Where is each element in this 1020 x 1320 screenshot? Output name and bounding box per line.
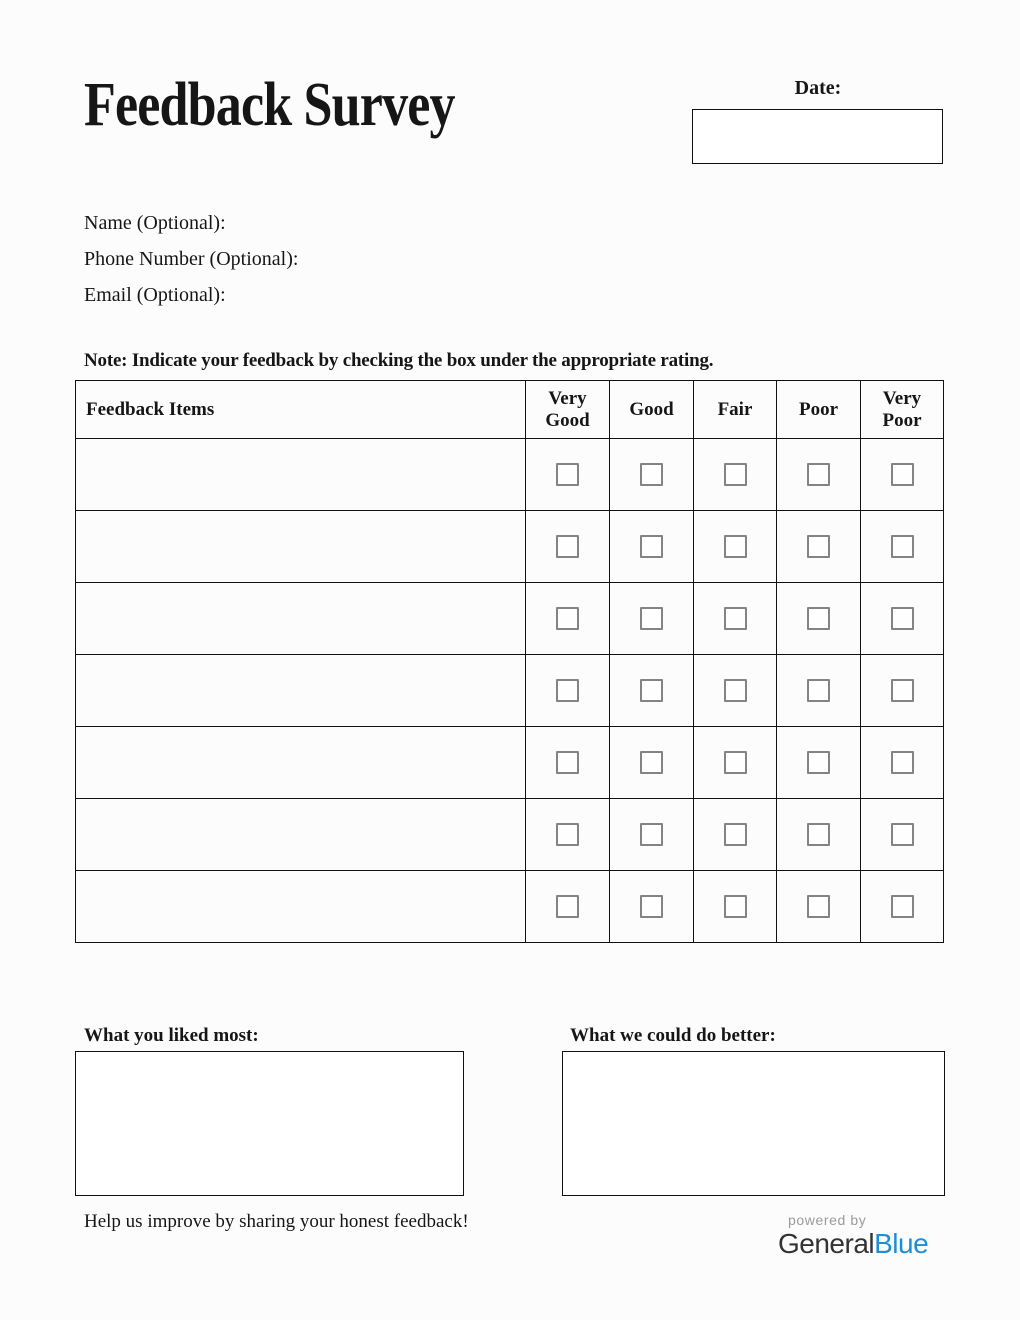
header-good: Good xyxy=(610,381,694,439)
rating-checkbox[interactable] xyxy=(891,823,914,846)
name-field[interactable]: Name (Optional): xyxy=(84,212,226,234)
table-row xyxy=(76,511,944,583)
feedback-item-cell[interactable] xyxy=(76,583,526,655)
table-row xyxy=(76,727,944,799)
header-feedback-items: Feedback Items xyxy=(76,381,526,439)
rating-cell xyxy=(526,871,610,943)
rating-cell xyxy=(861,655,944,727)
rating-cell xyxy=(694,655,777,727)
rating-cell xyxy=(777,727,861,799)
powered-by-text: powered by xyxy=(788,1212,867,1228)
rating-checkbox[interactable] xyxy=(891,751,914,774)
feedback-item-cell[interactable] xyxy=(76,511,526,583)
rating-checkbox[interactable] xyxy=(807,823,830,846)
rating-cell xyxy=(694,439,777,511)
rating-cell xyxy=(610,871,694,943)
rating-cell xyxy=(777,583,861,655)
rating-checkbox[interactable] xyxy=(724,751,747,774)
date-input-box[interactable] xyxy=(692,109,943,164)
brand-blue-text: Blue xyxy=(874,1228,929,1259)
rating-checkbox[interactable] xyxy=(807,895,830,918)
rating-checkbox[interactable] xyxy=(891,535,914,558)
rating-cell xyxy=(694,799,777,871)
instruction-note: Note: Indicate your feedback by checking the box under the appropriate rating. xyxy=(84,350,714,371)
rating-checkbox[interactable] xyxy=(556,823,579,846)
rating-checkbox[interactable] xyxy=(807,535,830,558)
rating-cell xyxy=(610,511,694,583)
do-better-textarea[interactable] xyxy=(562,1051,945,1196)
rating-checkbox[interactable] xyxy=(807,607,830,630)
rating-cell xyxy=(526,799,610,871)
rating-checkbox[interactable] xyxy=(891,463,914,486)
email-field[interactable]: Email (Optional): xyxy=(84,284,226,306)
rating-cell xyxy=(526,727,610,799)
rating-cell xyxy=(526,583,610,655)
rating-cell xyxy=(861,439,944,511)
rating-checkbox[interactable] xyxy=(724,607,747,630)
rating-cell xyxy=(694,583,777,655)
rating-checkbox[interactable] xyxy=(556,535,579,558)
generalblue-logo xyxy=(778,1230,940,1258)
table-row xyxy=(76,655,944,727)
rating-cell xyxy=(610,439,694,511)
rating-cell xyxy=(610,583,694,655)
rating-checkbox[interactable] xyxy=(891,895,914,918)
rating-cell xyxy=(777,871,861,943)
rating-cell xyxy=(610,799,694,871)
rating-cell xyxy=(610,655,694,727)
table-row xyxy=(76,583,944,655)
rating-cell xyxy=(861,511,944,583)
rating-cell xyxy=(861,583,944,655)
rating-cell xyxy=(694,871,777,943)
do-better-label: What we could do better: xyxy=(570,1025,776,1046)
rating-checkbox[interactable] xyxy=(724,535,747,558)
rating-checkbox[interactable] xyxy=(640,895,663,918)
phone-field[interactable]: Phone Number (Optional): xyxy=(84,248,299,270)
rating-cell xyxy=(777,799,861,871)
rating-cell xyxy=(777,655,861,727)
rating-checkbox[interactable] xyxy=(556,679,579,702)
rating-checkbox[interactable] xyxy=(724,679,747,702)
rating-checkbox[interactable] xyxy=(724,823,747,846)
rating-checkbox[interactable] xyxy=(891,679,914,702)
rating-cell xyxy=(526,439,610,511)
brand-logo xyxy=(778,1213,940,1258)
table-row xyxy=(76,439,944,511)
rating-checkbox[interactable] xyxy=(640,823,663,846)
feedback-item-cell[interactable] xyxy=(76,727,526,799)
feedback-item-cell[interactable] xyxy=(76,871,526,943)
rating-checkbox[interactable] xyxy=(891,607,914,630)
contact-fields xyxy=(84,205,298,313)
rating-cell xyxy=(777,511,861,583)
rating-checkbox[interactable] xyxy=(724,463,747,486)
liked-most-textarea[interactable] xyxy=(75,1051,464,1196)
rating-checkbox[interactable] xyxy=(640,463,663,486)
rating-checkbox[interactable] xyxy=(640,679,663,702)
rating-cell xyxy=(694,511,777,583)
rating-cell xyxy=(777,439,861,511)
rating-cell xyxy=(694,727,777,799)
rating-cell xyxy=(526,655,610,727)
rating-checkbox[interactable] xyxy=(640,607,663,630)
rating-cell xyxy=(861,727,944,799)
feedback-item-cell[interactable] xyxy=(76,655,526,727)
rating-checkbox[interactable] xyxy=(807,751,830,774)
rating-cell xyxy=(526,511,610,583)
rating-checkbox[interactable] xyxy=(640,751,663,774)
liked-most-label: What you liked most: xyxy=(84,1025,259,1046)
rating-table-body xyxy=(76,439,944,943)
rating-cell xyxy=(861,871,944,943)
page-title: Feedback Survey xyxy=(84,71,455,139)
header-poor: Poor xyxy=(777,381,861,439)
brand-general-text: General xyxy=(778,1228,875,1259)
header-fair: Fair xyxy=(694,381,777,439)
rating-checkbox[interactable] xyxy=(556,607,579,630)
header-very-good: Very Good xyxy=(526,381,610,439)
rating-checkbox[interactable] xyxy=(556,751,579,774)
rating-checkbox[interactable] xyxy=(807,679,830,702)
rating-checkbox[interactable] xyxy=(556,463,579,486)
table-row xyxy=(76,871,944,943)
rating-cell xyxy=(861,799,944,871)
rating-checkbox[interactable] xyxy=(556,895,579,918)
header-very-poor: Very Poor xyxy=(861,381,944,439)
footer-message: Help us improve by sharing your honest feedback! xyxy=(84,1211,469,1232)
date-label: Date: xyxy=(794,77,842,99)
feedback-item-cell[interactable] xyxy=(76,439,526,511)
table-row xyxy=(76,799,944,871)
rating-checkbox[interactable] xyxy=(807,463,830,486)
rating-cell xyxy=(610,727,694,799)
feedback-item-cell[interactable] xyxy=(76,799,526,871)
rating-checkbox[interactable] xyxy=(724,895,747,918)
rating-table xyxy=(75,380,944,943)
rating-table-header-row xyxy=(76,381,944,439)
rating-checkbox[interactable] xyxy=(640,535,663,558)
